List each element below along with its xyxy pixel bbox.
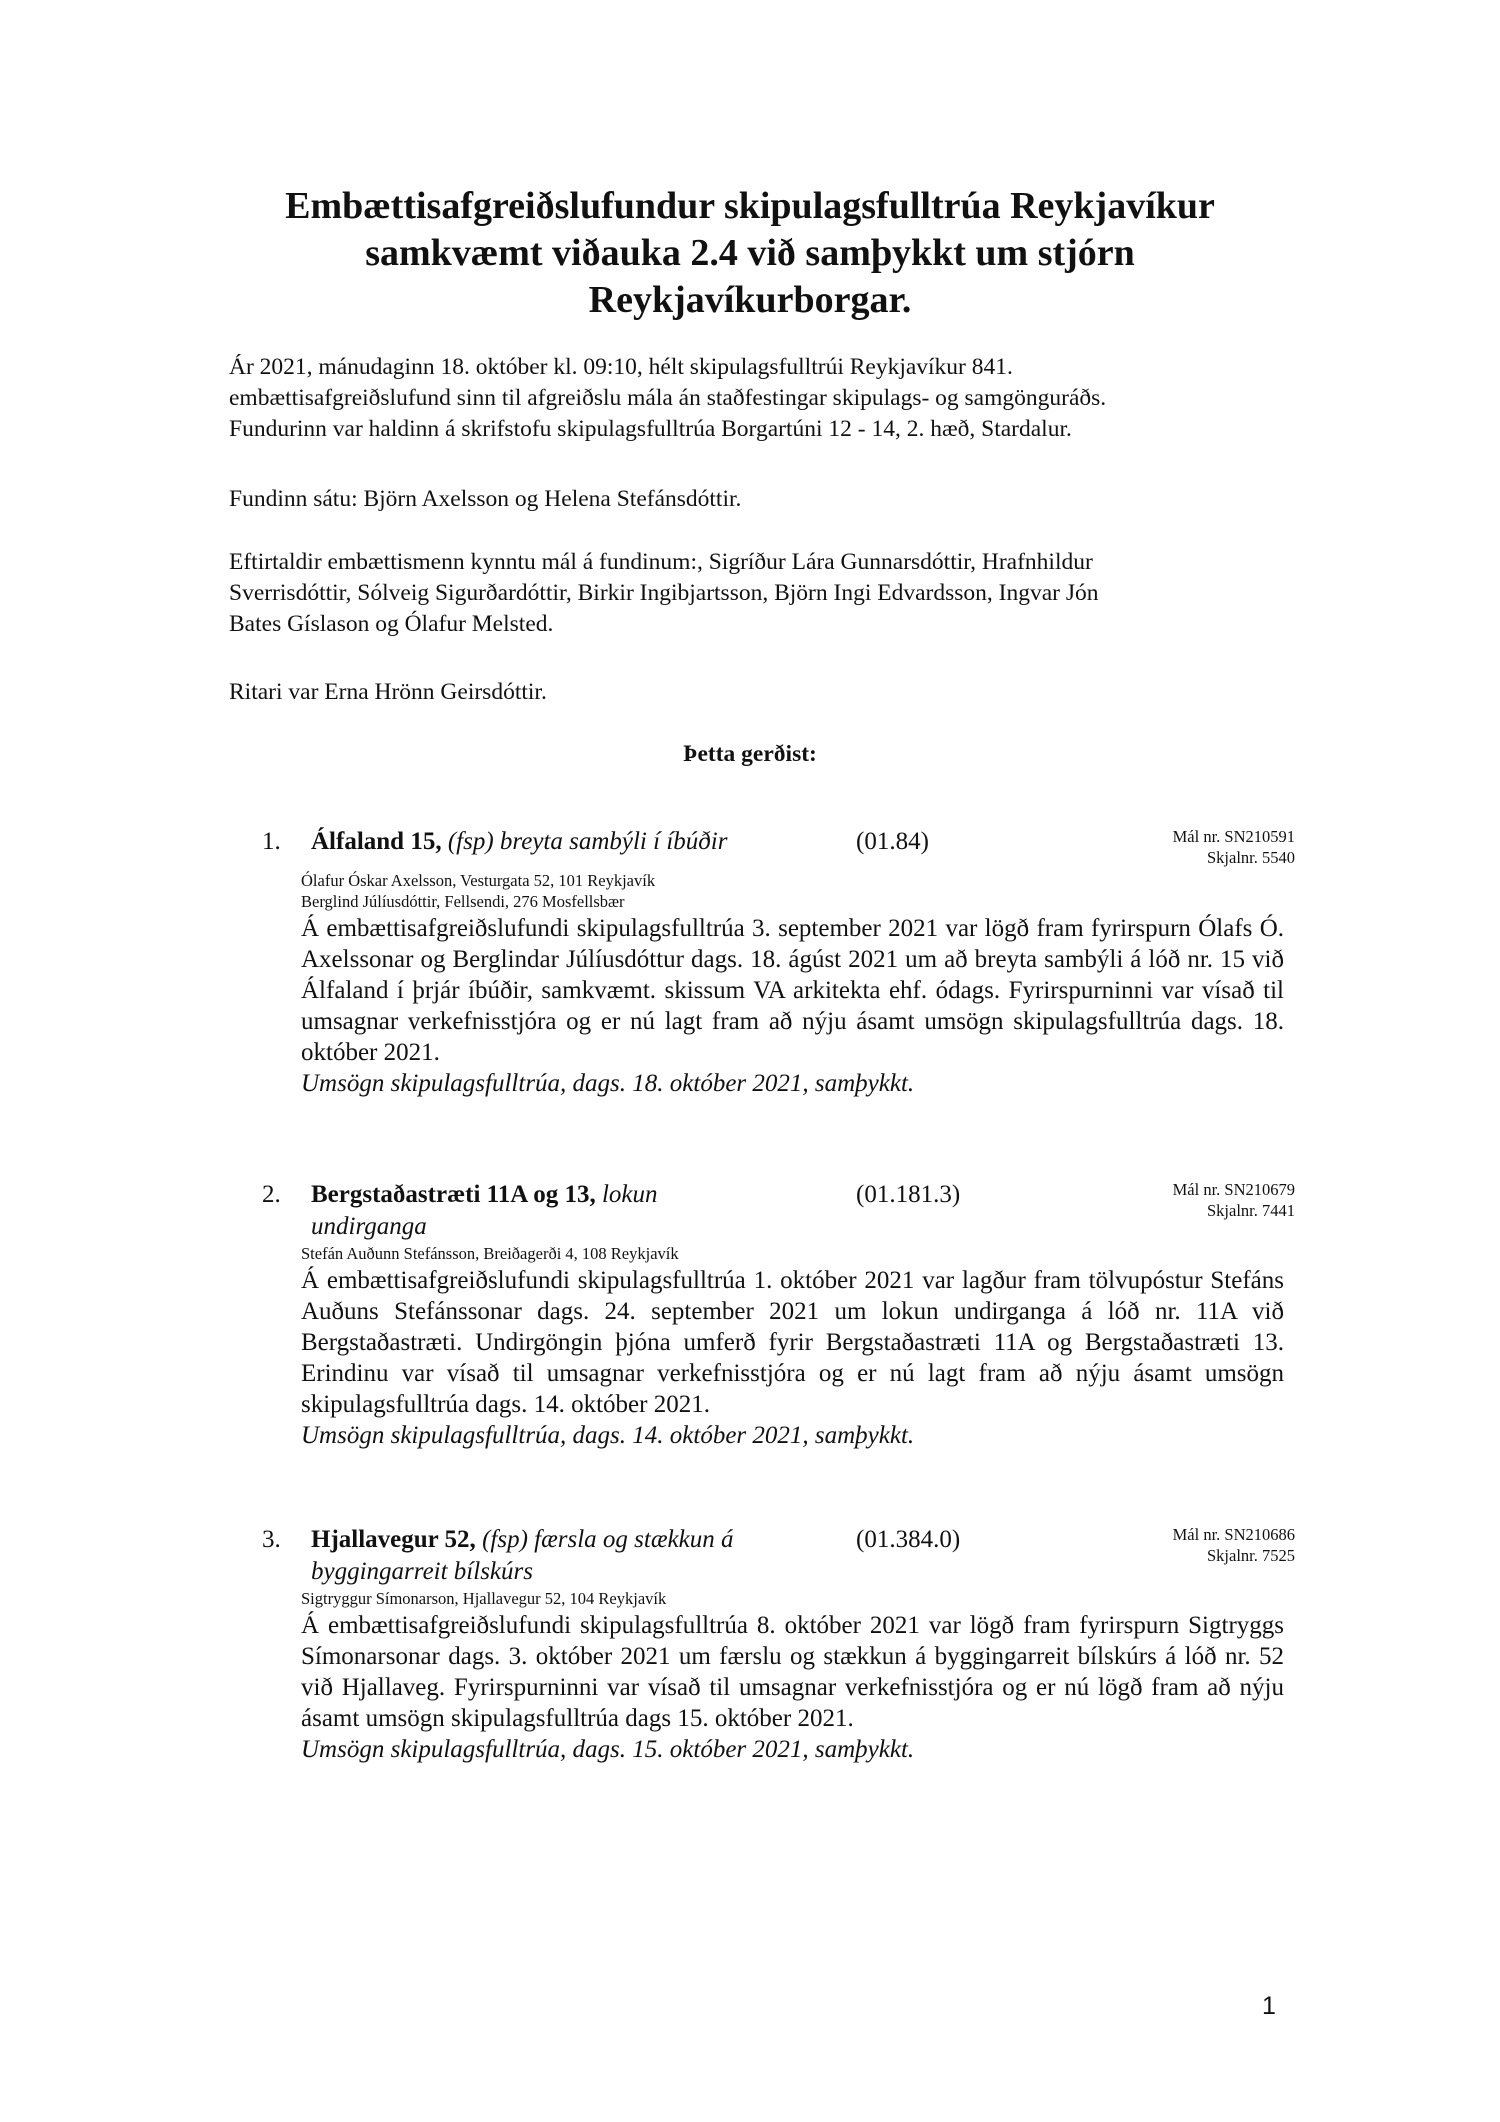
item-address: Bergstaðastræti 11A og 13, xyxy=(311,1181,596,1208)
item-number: 3. xyxy=(262,1526,281,1553)
item-address: Hjallavegur 52, xyxy=(311,1526,476,1553)
applicant: Stefán Auðunn Stefánsson, Breiðagerði 4, 108 Reykjavík xyxy=(301,1244,679,1263)
intro-line: Ár 2021, mánudaginn 18. október kl. 09:10, hélt skipulagsfulltrúi Reykjavíkur 841. xyxy=(229,354,1013,380)
item-conclusion: Umsögn skipulagsfulltrúa, dags. 18. október 2021, samþykkt. xyxy=(301,1070,915,1097)
item-number: 2. xyxy=(262,1181,281,1208)
officials-line: Eftirtaldir embættismenn kynntu mál á fundinum:, Sigríður Lára Gunnarsdóttir, Hrafnhildur xyxy=(229,549,1093,575)
item-topic: byggingarreit bílskúrs xyxy=(311,1558,533,1585)
document-number: Skjalnr. 5540 xyxy=(1206,848,1295,867)
item-heading xyxy=(311,1524,831,1588)
section-heading: Þetta gerðist: xyxy=(683,741,817,767)
item-case-ref xyxy=(1173,1179,1295,1221)
item-description: Á embættisafgreiðslufundi skipulagsfulltrúa 8. október 2021 var lögð fram fyrirspurn Sigtryggs Símonarsonar dags. 3. október 2021 um færslu og stækkun á byggingarreit bílskúrs á lóð nr. 52 við Hjallaveg. Fyrirspurninni var vísað til umsagnar verkefnisstjóra og er nú lögð fram að nýju ásamt umsögn skipulagsfulltrúa dags 15. október 2021. xyxy=(301,1612,1284,1732)
item-topic: (fsp) færsla og stækkun á xyxy=(482,1526,734,1553)
officials-line: Sverrisdóttir, Sólveig Sigurðardóttir, Birkir Ingibjartsson, Björn Ingi Edvardsson, Ingvar Jón xyxy=(229,580,1099,606)
item-code: (01.84) xyxy=(856,828,929,855)
document-number: Skjalnr. 7525 xyxy=(1206,1546,1295,1565)
title-line: samkvæmt viðauka 2.4 við samþykkt um stjórn xyxy=(365,232,1135,274)
intro-line: Fundurinn var haldinn á skrifstofu skipulagsfulltrúa Borgartúni 12 - 14, 2. hæð, Stardalur. xyxy=(229,416,1072,442)
item-heading xyxy=(311,826,831,858)
applicant: Sigtryggur Símonarson, Hjallavegur 52, 104 Reykjavík xyxy=(301,1589,667,1608)
item-description: Á embættisafgreiðslufundi skipulagsfulltrúa 3. september 2021 var lögð fram fyrirspurn Ólafs Ó. Axelssonar og Berglindar Júlíusdóttur dags. 18. ágúst 2021 um að breyta sambýli á lóð nr. 15 við Álfaland í þrjár íbúðir, samkvæmt. skissum VA arkitekta ehf. ódags. Fyrirspurninni var vísað til umsagnar verkefnisstjóra og er nú lagt fram að nýju ásamt umsögn skipulagsfulltrúa dags. 18. október 2021. xyxy=(301,915,1284,1066)
item-body xyxy=(301,1610,1284,1765)
item-code: (01.181.3) xyxy=(856,1181,961,1208)
item-topic: (fsp) breyta sambýli í íbúðir xyxy=(447,828,728,855)
item-applicants xyxy=(301,870,1101,912)
officials xyxy=(229,547,1309,640)
item-heading xyxy=(311,1179,831,1243)
item-number: 1. xyxy=(262,828,281,855)
item-case-ref xyxy=(1173,1524,1295,1566)
applicant: Ólafur Óskar Axelsson, Vesturgata 52, 101 Reykjavík xyxy=(301,871,656,890)
item-code: (01.384.0) xyxy=(856,1526,961,1553)
meeting-intro xyxy=(229,352,1309,445)
applicant: Berglind Júlíusdóttir, Fellsendi, 276 Mosfellsbær xyxy=(301,892,625,911)
item-topic: lokun xyxy=(601,1181,658,1208)
item-applicants xyxy=(301,1588,1101,1609)
item-conclusion: Umsögn skipulagsfulltrúa, dags. 15. október 2021, samþykkt. xyxy=(301,1736,915,1763)
item-description: Á embættisafgreiðslufundi skipulagsfulltrúa 1. október 2021 var lagður fram tölvupóstur Stefáns Auðuns Stefánssonar dags. 24. september 2021 um lokun undirganga á lóð nr. 11A við Bergstaðastræti. Undirgöngin þjóna umferð fyrir Bergstaðastræti 11A og Bergstaðastræti 13. Erindinu var vísað til umsagnar verkefnisstjóra og er nú lagt fram að nýju ásamt umsögn skipulagsfulltrúa dags. 14. október 2021. xyxy=(301,1267,1284,1418)
item-body xyxy=(301,913,1284,1099)
intro-line: embættisafgreiðslufund sinn til afgreiðslu mála án staðfestingar skipulags- og samgönguráðs. xyxy=(229,385,1107,411)
case-number: Mál nr. SN210679 xyxy=(1172,1180,1295,1199)
attendees: Fundinn sátu: Björn Axelsson og Helena Stefánsdóttir. xyxy=(229,486,742,512)
case-number: Mál nr. SN210686 xyxy=(1172,1525,1295,1544)
item-applicants xyxy=(301,1243,1101,1264)
item-address: Álfaland 15, xyxy=(311,828,442,855)
item-topic: undirganga xyxy=(311,1213,427,1240)
item-body xyxy=(301,1265,1284,1451)
item-case-ref xyxy=(1173,826,1295,868)
item-conclusion: Umsögn skipulagsfulltrúa, dags. 14. október 2021, samþykkt. xyxy=(301,1422,915,1449)
secretary: Ritari var Erna Hrönn Geirsdóttir. xyxy=(229,679,547,705)
document-number: Skjalnr. 7441 xyxy=(1206,1201,1295,1220)
page-number: 1 xyxy=(1262,1992,1276,2020)
title-line: Embættisafgreiðslufundur skipulagsfulltrúa Reykjavíkur xyxy=(285,185,1215,227)
title-line: Reykjavíkurborgar. xyxy=(588,279,912,321)
document-title xyxy=(200,183,1300,324)
officials-line: Bates Gíslason og Ólafur Melsted. xyxy=(229,611,554,637)
case-number: Mál nr. SN210591 xyxy=(1172,827,1295,846)
